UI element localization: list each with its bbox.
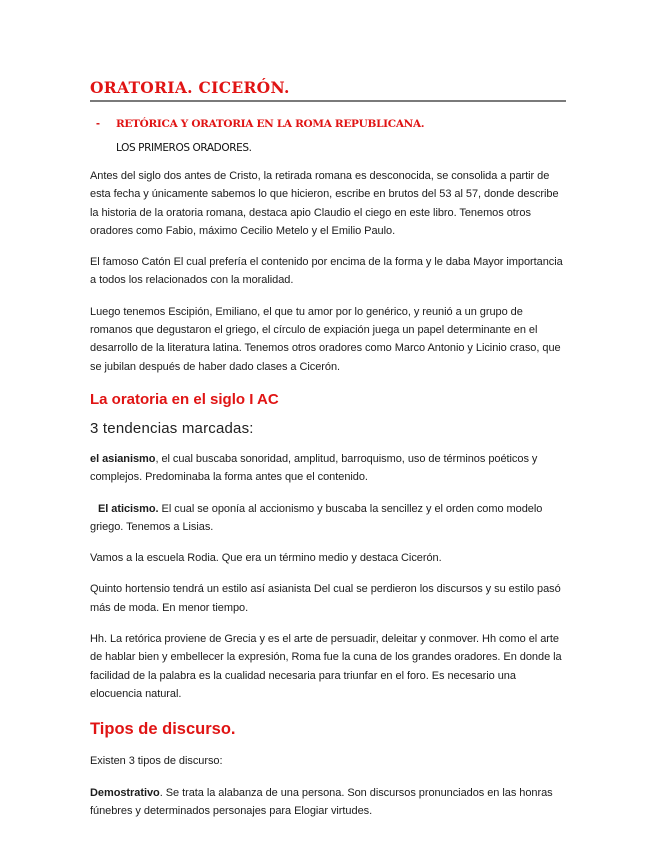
paragraph-intro-1: Antes del siglo dos antes de Cristo, la retirada romana es desconocida, se consolida a partir de esta fecha y únicamente sabemos lo que hicieron, escribe en brutos del 53 al 57, donde describe la historia de la oratoria romana, destaca apio Claudio el ciego en este libro. Tenemos otros oradores como Fabio, máximo Cecilio Metelo y el Emilio Paulo. xyxy=(90,170,559,237)
tendencias-heading: 3 tendencias marcadas: xyxy=(90,419,254,437)
bullet-heading: RETÓRICA Y ORATORIA EN LA ROMA REPUBLICANA. xyxy=(116,118,425,130)
paragraph-intro-2: El famoso Catón El cual prefería el contenido por encima de la forma y le daba Mayor importancia a todos los relacionados con la moralidad. xyxy=(90,256,563,287)
paragraph-retorica: Hh. La retórica proviene de Grecia y es el arte de persuadir, deleitar y conmover. Hh como el arte de hablar bien y embellecer la expresión, Roma fue la cuna de los grandes oradores. En donde la facilidad de la palabra es la cualidad necesaria para triunfar en el foro. Es necesario una elocuencia natural. xyxy=(90,633,562,700)
paragraph-tipos-intro: Existen 3 tipos de discurso: xyxy=(90,755,223,768)
bullet-dash: - xyxy=(96,116,100,130)
section-heading-tipos: Tipos de discurso. xyxy=(90,720,236,739)
paragraph-demostrativo xyxy=(90,784,567,821)
text-asianismo: , el cual buscaba sonoridad, amplitud, barroquismo, uso de términos poéticos y complejos. Predominaba la forma antes que el contenido. xyxy=(90,452,538,484)
subheading-primeros-oradores: LOS PRIMEROS ORADORES. xyxy=(116,142,252,154)
text-demostrativo: . Se trata la alabanza de una persona. Son discursos pronunciados en las honras fúnebres y determinados personajes para Elogiar virtudes. xyxy=(90,786,553,817)
term-asianismo: el asianismo xyxy=(90,452,156,465)
paragraph-hortensio: Quinto hortensio tendrá un estilo así asianista Del cual se perdieron los discursos y su estilo pasó más de moda. En menor tiempo. xyxy=(90,583,561,614)
term-demostrativo: Demostrativo xyxy=(90,786,160,799)
paragraph-rodia: Vamos a la escuela Rodia. Que era un término medio y destaca Cicerón. xyxy=(90,552,442,565)
paragraph-aticismo xyxy=(90,500,567,537)
paragraph-intro-3: Luego tenemos Escipión, Emiliano, el que tu amor por lo genérico, y reunió a un grupo de romanos que degustaron el griego, el círculo de expiación juega un papel determinante en el desarrollo de la literatura latina. Tenemos otros oradores como Marco Antonio y Licinio craso, que se jubilan después de haber dado clases a Cicerón. xyxy=(90,305,561,373)
term-aticismo: El aticismo. xyxy=(98,502,159,515)
bullet-item xyxy=(90,116,567,130)
text-aticismo: El cual se oponía al accionismo y buscaba la sencillez y el orden como modelo griego. Tenemos a Lisias. xyxy=(90,502,543,533)
document-title: ORATORIA. CICERÓN. xyxy=(90,78,566,102)
section-heading-siglo: La oratoria en el siglo I AC xyxy=(90,390,279,408)
paragraph-asianismo xyxy=(90,450,567,487)
